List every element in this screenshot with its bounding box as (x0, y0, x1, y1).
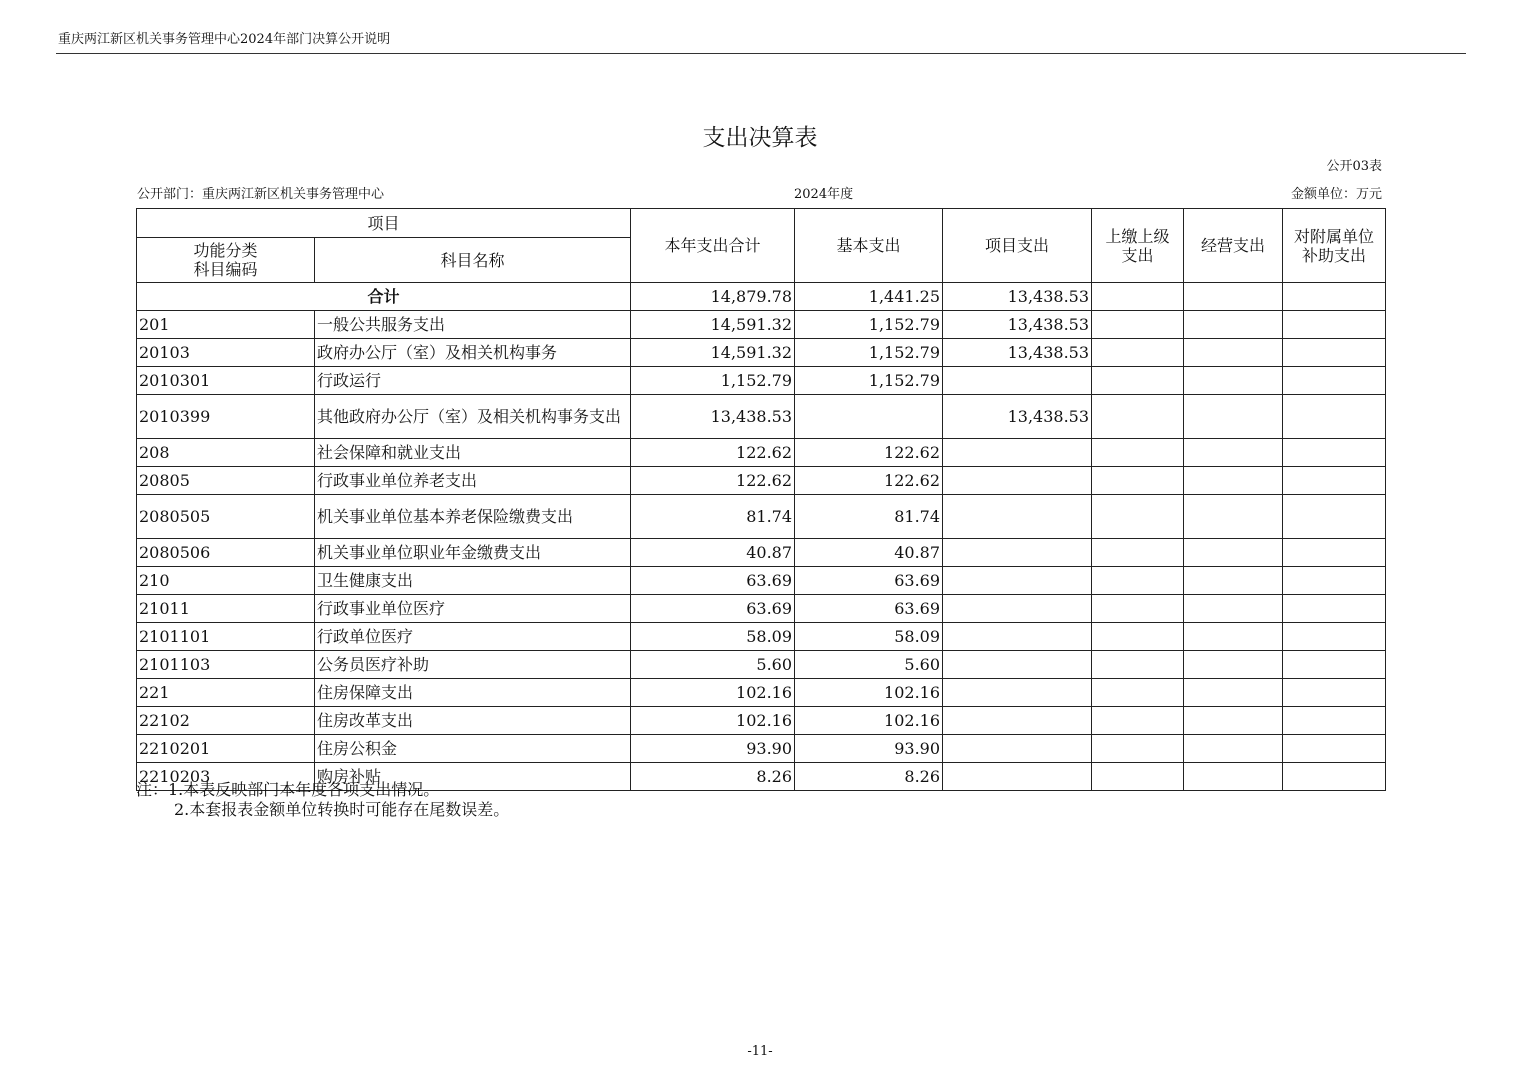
subsidiary-subsidy-cell (1283, 439, 1386, 467)
annual-total-cell: 8.26 (631, 763, 795, 791)
business-expense-cell (1184, 495, 1283, 539)
subsidiary-subsidy-cell (1283, 595, 1386, 623)
basic-expense-cell: 122.62 (795, 467, 943, 495)
basic-expense-cell (795, 395, 943, 439)
amount-unit: 金额单位：万元 (1290, 187, 1382, 202)
table-row (137, 651, 1386, 679)
subsidiary-subsidy-cell (1283, 367, 1386, 395)
table-row (137, 623, 1386, 651)
superior-payment-cell (1092, 707, 1184, 735)
header-item: 项目 (137, 209, 631, 238)
business-expense-cell (1184, 567, 1283, 595)
basic-expense-cell: 93.90 (795, 735, 943, 763)
header-subsidiary-subsidy: 对附属单位 补助支出 (1283, 209, 1386, 283)
table-row (137, 395, 1386, 439)
basic-expense-cell: 102.16 (795, 707, 943, 735)
subject-code-cell: 208 (137, 439, 315, 467)
project-expense-cell (943, 623, 1092, 651)
annual-total-cell: 102.16 (631, 679, 795, 707)
subject-name-cell: 住房改革支出 (315, 707, 631, 735)
subject-code-cell: 2010399 (137, 395, 315, 439)
subsidiary-subsidy-cell (1283, 735, 1386, 763)
superior-payment-cell (1092, 763, 1184, 791)
table-row (137, 679, 1386, 707)
subject-code-cell: 2080505 (137, 495, 315, 539)
business-expense-cell (1184, 539, 1283, 567)
superior-payment-cell (1092, 339, 1184, 367)
fiscal-year: 2024年度 (794, 187, 854, 202)
project-expense-cell (943, 467, 1092, 495)
basic-expense-cell: 1,152.79 (795, 367, 943, 395)
subsidiary-subsidy-cell (1283, 623, 1386, 651)
business-expense-cell (1184, 395, 1283, 439)
total-annual: 14,879.78 (631, 283, 795, 311)
superior-payment-cell (1092, 651, 1184, 679)
subject-name-cell: 住房公积金 (315, 735, 631, 763)
subject-code-cell: 201 (137, 311, 315, 339)
project-expense-cell: 13,438.53 (943, 339, 1092, 367)
annual-total-cell: 58.09 (631, 623, 795, 651)
note-2: 2.本套报表金额单位转换时可能存在尾数误差。 (174, 800, 510, 819)
business-expense-cell (1184, 651, 1283, 679)
table-title: 支出决算表 (702, 125, 818, 151)
subsidiary-subsidy-cell (1283, 679, 1386, 707)
table-row (137, 595, 1386, 623)
project-expense-cell (943, 735, 1092, 763)
business-expense-cell (1184, 595, 1283, 623)
form-code: 公开03表 (1326, 159, 1382, 174)
annual-total-cell: 63.69 (631, 595, 795, 623)
annual-total-cell: 102.16 (631, 707, 795, 735)
subject-name-cell: 购房补贴 (315, 763, 631, 791)
header-business-expense: 经营支出 (1184, 209, 1283, 283)
annual-total-cell: 40.87 (631, 539, 795, 567)
basic-expense-cell: 40.87 (795, 539, 943, 567)
annual-total-cell: 93.90 (631, 735, 795, 763)
subject-name-cell: 行政事业单位医疗 (315, 595, 631, 623)
superior-payment-cell (1092, 595, 1184, 623)
header-subject-name: 科目名称 (315, 238, 631, 283)
annual-total-cell: 14,591.32 (631, 339, 795, 367)
subject-name-cell: 一般公共服务支出 (315, 311, 631, 339)
total-label: 合计 (137, 283, 631, 311)
basic-expense-cell: 5.60 (795, 651, 943, 679)
superior-payment-cell (1092, 395, 1184, 439)
annual-total-cell: 63.69 (631, 567, 795, 595)
superior-payment-cell (1092, 467, 1184, 495)
header-annual-total: 本年支出合计 (631, 209, 795, 283)
table-row (137, 707, 1386, 735)
superior-payment-cell (1092, 539, 1184, 567)
header-function-code: 功能分类 科目编码 (137, 238, 315, 283)
basic-expense-cell: 81.74 (795, 495, 943, 539)
subject-code-cell: 20103 (137, 339, 315, 367)
header-superior-payment: 上缴上级 支出 (1092, 209, 1184, 283)
subject-code-cell: 2101103 (137, 651, 315, 679)
project-expense-cell: 13,438.53 (943, 395, 1092, 439)
subject-code-cell: 2210203 (137, 763, 315, 791)
total-superior (1092, 283, 1184, 311)
project-expense-cell (943, 567, 1092, 595)
project-expense-cell (943, 595, 1092, 623)
table-row (137, 495, 1386, 539)
basic-expense-cell: 8.26 (795, 763, 943, 791)
subject-name-cell: 社会保障和就业支出 (315, 439, 631, 467)
subject-code-cell: 221 (137, 679, 315, 707)
header-project-expense: 项目支出 (943, 209, 1092, 283)
project-expense-cell (943, 539, 1092, 567)
header-divider (56, 53, 1466, 54)
subject-name-cell: 机关事业单位基本养老保险缴费支出 (315, 495, 631, 539)
project-expense-cell (943, 763, 1092, 791)
subject-name-cell: 住房保障支出 (315, 679, 631, 707)
subject-name-cell: 其他政府办公厅（室）及相关机构事务支出 (315, 395, 631, 439)
total-subsidiary (1283, 283, 1386, 311)
expense-table (136, 208, 1386, 791)
subsidiary-subsidy-cell (1283, 567, 1386, 595)
department-label: 公开部门：重庆两江新区机关事务管理中心 (137, 187, 385, 202)
table-row (137, 311, 1386, 339)
superior-payment-cell (1092, 367, 1184, 395)
superior-payment-cell (1092, 623, 1184, 651)
basic-expense-cell: 63.69 (795, 567, 943, 595)
subsidiary-subsidy-cell (1283, 539, 1386, 567)
business-expense-cell (1184, 679, 1283, 707)
subject-name-cell: 机关事业单位职业年金缴费支出 (315, 539, 631, 567)
subject-code-cell: 2210201 (137, 735, 315, 763)
table-row (137, 539, 1386, 567)
basic-expense-cell: 122.62 (795, 439, 943, 467)
subject-name-cell: 行政单位医疗 (315, 623, 631, 651)
project-expense-cell (943, 495, 1092, 539)
subject-code-cell: 21011 (137, 595, 315, 623)
business-expense-cell (1184, 439, 1283, 467)
annual-total-cell: 122.62 (631, 439, 795, 467)
business-expense-cell (1184, 707, 1283, 735)
basic-expense-cell: 63.69 (795, 595, 943, 623)
business-expense-cell (1184, 735, 1283, 763)
subsidiary-subsidy-cell (1283, 467, 1386, 495)
table-row (137, 339, 1386, 367)
subsidiary-subsidy-cell (1283, 495, 1386, 539)
subsidiary-subsidy-cell (1283, 707, 1386, 735)
table-row (137, 567, 1386, 595)
subsidiary-subsidy-cell (1283, 651, 1386, 679)
business-expense-cell (1184, 623, 1283, 651)
subject-code-cell: 2080506 (137, 539, 315, 567)
subject-name-cell: 行政运行 (315, 367, 631, 395)
subject-code-cell: 20805 (137, 467, 315, 495)
subject-code-cell: 2101101 (137, 623, 315, 651)
subject-name-cell: 行政事业单位养老支出 (315, 467, 631, 495)
superior-payment-cell (1092, 735, 1184, 763)
table-meta (137, 186, 1382, 204)
basic-expense-cell: 1,152.79 (795, 339, 943, 367)
table-row (137, 467, 1386, 495)
project-expense-cell (943, 367, 1092, 395)
subject-code-cell: 2010301 (137, 367, 315, 395)
business-expense-cell (1184, 339, 1283, 367)
table-notes (136, 780, 509, 820)
subsidiary-subsidy-cell (1283, 311, 1386, 339)
annual-total-cell: 1,152.79 (631, 367, 795, 395)
subsidiary-subsidy-cell (1283, 763, 1386, 791)
project-expense-cell (943, 707, 1092, 735)
business-expense-cell (1184, 367, 1283, 395)
total-business (1184, 283, 1283, 311)
annual-total-cell: 13,438.53 (631, 395, 795, 439)
business-expense-cell (1184, 311, 1283, 339)
table-row (137, 439, 1386, 467)
subsidiary-subsidy-cell (1283, 339, 1386, 367)
table-row (137, 367, 1386, 395)
note-1: 注：1.本表反映部门本年度各项支出情况。 (136, 780, 440, 799)
annual-total-cell: 14,591.32 (631, 311, 795, 339)
table-row (137, 735, 1386, 763)
superior-payment-cell (1092, 679, 1184, 707)
superior-payment-cell (1092, 311, 1184, 339)
business-expense-cell (1184, 763, 1283, 791)
business-expense-cell (1184, 467, 1283, 495)
project-expense-cell (943, 651, 1092, 679)
subsidiary-subsidy-cell (1283, 395, 1386, 439)
subject-code-cell: 210 (137, 567, 315, 595)
annual-total-cell: 122.62 (631, 467, 795, 495)
running-header: 重庆两江新区机关事务管理中心2024年部门决算公开说明 (58, 32, 391, 47)
superior-payment-cell (1092, 495, 1184, 539)
page-number: -11- (747, 1044, 773, 1059)
subject-name-cell: 卫生健康支出 (315, 567, 631, 595)
project-expense-cell (943, 679, 1092, 707)
header-basic-expense: 基本支出 (795, 209, 943, 283)
annual-total-cell: 81.74 (631, 495, 795, 539)
expense-rows (137, 311, 1386, 791)
annual-total-cell: 5.60 (631, 651, 795, 679)
basic-expense-cell: 1,152.79 (795, 311, 943, 339)
total-project: 13,438.53 (943, 283, 1092, 311)
basic-expense-cell: 58.09 (795, 623, 943, 651)
project-expense-cell: 13,438.53 (943, 311, 1092, 339)
total-row (137, 283, 1386, 311)
subject-code-cell: 22102 (137, 707, 315, 735)
superior-payment-cell (1092, 567, 1184, 595)
subject-name-cell: 公务员医疗补助 (315, 651, 631, 679)
project-expense-cell (943, 439, 1092, 467)
basic-expense-cell: 102.16 (795, 679, 943, 707)
total-basic: 1,441.25 (795, 283, 943, 311)
subject-name-cell: 政府办公厅（室）及相关机构事务 (315, 339, 631, 367)
superior-payment-cell (1092, 439, 1184, 467)
